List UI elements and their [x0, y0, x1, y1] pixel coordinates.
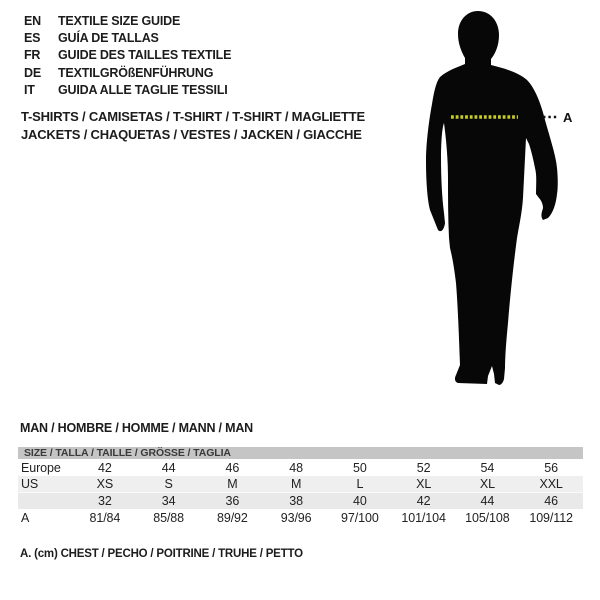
language-code: IT [24, 82, 35, 97]
section-title-man: MAN / HOMBRE / HOMME / MANN / MAN [20, 421, 253, 435]
size-cell: 42 [392, 493, 456, 510]
table-row-europe [18, 459, 583, 476]
size-cell: 44 [456, 493, 520, 510]
category-tshirts: T-SHIRTS / CAMISETAS / T-SHIRT / T-SHIRT / MAGLIETTE [21, 109, 365, 124]
size-cell: M [201, 476, 265, 493]
category-list [21, 108, 365, 143]
size-cell: XL [456, 476, 520, 493]
size-cell: 42 [73, 459, 137, 476]
size-cell: 81/84 [73, 509, 137, 527]
size-cell: 54 [456, 459, 520, 476]
size-cell: 38 [264, 493, 328, 510]
size-table [18, 459, 583, 527]
language-label: TEXTILE SIZE GUIDE [58, 14, 181, 28]
size-cell: L [328, 476, 392, 493]
size-cell: 48 [264, 459, 328, 476]
measure-label: A [563, 110, 573, 125]
size-cell: 46 [519, 493, 583, 510]
size-cell: 40 [328, 493, 392, 510]
language-code: FR [24, 48, 41, 63]
man-silhouette [426, 11, 558, 385]
language-label: GUÍA DE TALLAS [58, 31, 159, 46]
language-row [24, 13, 231, 30]
size-cell: S [137, 476, 201, 493]
table-row-chest-cm [18, 509, 583, 527]
size-cell: 85/88 [137, 509, 201, 527]
size-cell: 93/96 [264, 509, 328, 527]
size-cell: 50 [328, 459, 392, 476]
language-row [24, 65, 231, 82]
category-jackets: JACKETS / CHAQUETAS / VESTES / JACKEN / GIACCHE [21, 126, 362, 142]
language-label: GUIDA ALLE TAGLIE TESSILI [58, 82, 228, 97]
language-code: EN [24, 14, 41, 28]
size-cell: 44 [137, 459, 201, 476]
size-cell: 89/92 [201, 509, 265, 527]
measure-footnote: A. (cm) CHEST / PECHO / POITRINE / TRUHE / PETTO [20, 548, 303, 560]
size-cell: 34 [137, 493, 201, 510]
row-label: US [18, 476, 73, 493]
table-row-us-numeric [18, 493, 583, 510]
size-cell: 101/104 [392, 509, 456, 527]
size-cell: 105/108 [456, 509, 520, 527]
size-table-section [18, 447, 583, 527]
language-label: GUIDE DES TAILLES TEXTILE [58, 48, 232, 63]
table-row-us [18, 476, 583, 493]
language-code: DE [24, 65, 41, 80]
size-cell: XXL [519, 476, 583, 493]
language-list [24, 13, 231, 99]
row-label: A [18, 509, 73, 527]
language-label: TEXTILGRÖßENFÜHRUNG [58, 65, 214, 80]
man-silhouette-figure [415, 8, 585, 398]
size-cell: XS [73, 476, 137, 493]
size-cell: M [264, 476, 328, 493]
row-label [18, 493, 73, 510]
size-cell: 46 [201, 459, 265, 476]
size-cell: XL [392, 476, 456, 493]
language-row [24, 30, 231, 47]
language-row [24, 82, 231, 99]
row-label: Europe [18, 459, 73, 476]
size-cell: 97/100 [328, 509, 392, 527]
language-code: ES [24, 31, 41, 46]
size-cell: 109/112 [519, 509, 583, 527]
size-cell: 32 [73, 493, 137, 510]
language-row [24, 47, 231, 64]
size-cell: 56 [519, 459, 583, 476]
size-cell: 36 [201, 493, 265, 510]
size-table-header: SIZE / TALLA / TAILLE / GRÖSSE / TAGLIA [18, 447, 583, 459]
size-cell: 52 [392, 459, 456, 476]
